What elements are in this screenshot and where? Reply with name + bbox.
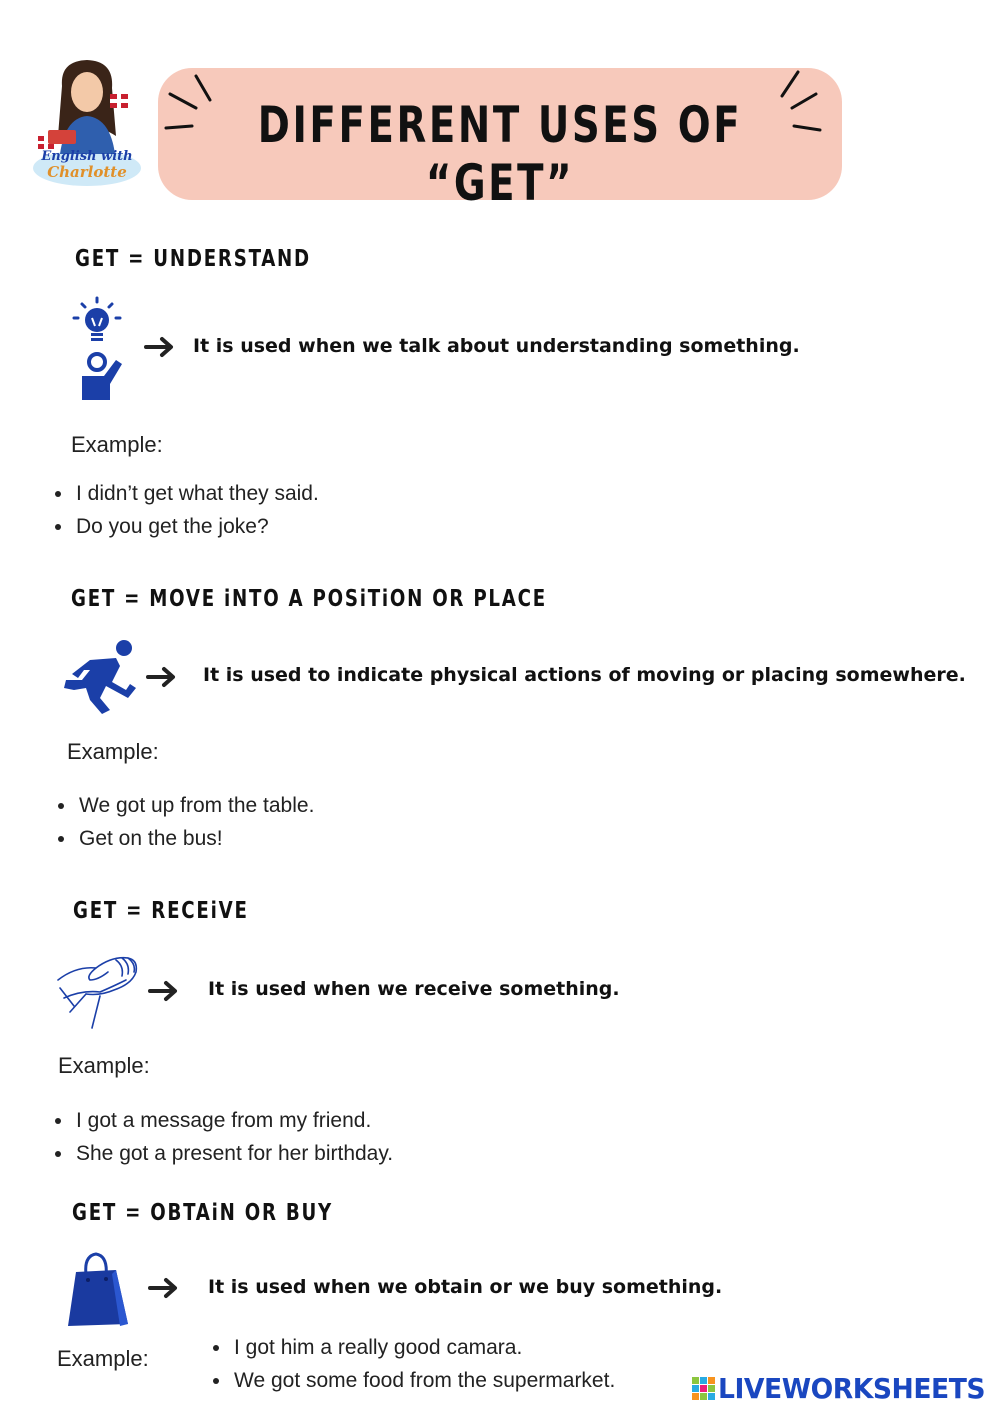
example-list	[52, 477, 319, 543]
section-heading-understand: GET = UNDERSTAND	[75, 246, 311, 272]
open-hands-icon	[56, 950, 140, 1034]
example-label: Example:	[58, 1053, 150, 1078]
section-description-understand: It is used when we talk about understanding something.	[193, 335, 800, 357]
section-description-move: It is used to indicate physical actions of moving or placing somewhere.	[203, 664, 966, 686]
example-list	[52, 1104, 393, 1170]
list-item: • I got him a really good camara.	[232, 1331, 615, 1364]
page-title: DIFFERENT USES OF “GET”	[257, 96, 743, 212]
running-person-icon	[60, 638, 140, 718]
logo-text-line1: English with	[41, 149, 133, 164]
section-description-obtain: It is used when we obtain or we buy something.	[208, 1276, 723, 1298]
arrow-right-icon	[144, 336, 176, 358]
liveworksheets-logo-icon	[692, 1377, 716, 1401]
english-with-charlotte-logo	[30, 56, 145, 190]
list-item: • We got some food from the supermarket.	[232, 1364, 615, 1397]
shopping-bag-icon	[66, 1252, 130, 1332]
list-item: • I got a message from my friend.	[74, 1104, 393, 1137]
list-item: • We got up from the table.	[77, 789, 314, 822]
liveworksheets-watermark[interactable]: LIVEWORKSHEETS	[718, 1372, 986, 1405]
example-label: Example:	[57, 1346, 149, 1371]
logo-text-line2: Charlotte	[47, 163, 127, 181]
example-list	[210, 1331, 615, 1397]
list-item: • Do you get the joke?	[74, 510, 319, 543]
idea-bulb-person-icon	[70, 296, 126, 404]
arrow-right-icon	[146, 666, 178, 688]
example-label: Example:	[67, 739, 159, 764]
section-heading-receive: GET = RECEiVE	[73, 898, 249, 924]
section-heading-obtain: GET = OBTAiN OR BUY	[72, 1200, 333, 1226]
section-description-receive: It is used when we receive something.	[208, 978, 620, 1000]
list-item: • I didn’t get what they said.	[74, 477, 319, 510]
arrow-right-icon	[148, 980, 180, 1002]
list-item: • Get on the bus!	[77, 822, 314, 855]
example-label: Example:	[71, 432, 163, 457]
arrow-right-icon	[148, 1277, 180, 1299]
section-heading-move: GET = MOVE iNTO A POSiTiON OR PLACE	[71, 586, 547, 612]
list-item: • She got a present for her birthday.	[74, 1137, 393, 1170]
example-list	[55, 789, 314, 855]
